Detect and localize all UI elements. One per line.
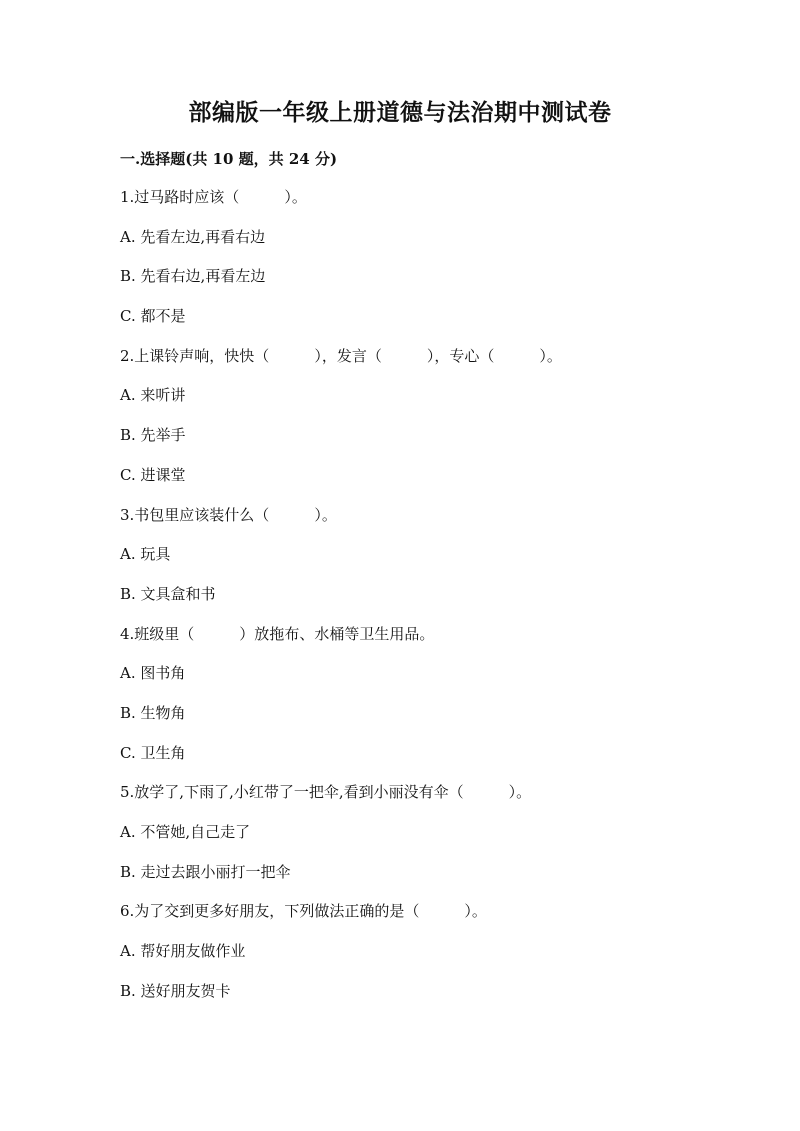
- question-5-option-a: A. 不管她,自己走了: [120, 823, 251, 841]
- question-5-stem: 5.放学了,下雨了,小红带了一把伞,看到小丽没有伞（ ）。: [120, 783, 532, 802]
- question-1-option-b: B. 先看右边,再看左边: [120, 267, 266, 286]
- question-6-option-a: A. 帮好朋友做作业: [120, 942, 246, 961]
- question-3-option-b: B. 文具盒和书: [120, 584, 216, 603]
- question-1-option-a: A. 先看左边,再看右边: [120, 227, 266, 246]
- question-6-stem: 6.为了交到更多好朋友，下列做法正确的是（ ）。: [120, 902, 487, 921]
- question-3-stem: 3.书包里应该装什么（ ）。: [120, 505, 337, 524]
- question-2-stem: 2.上课铃声响，快快（ ），发言（ ），专心（ ）。: [120, 346, 562, 365]
- question-4-option-b: B. 生物角: [120, 703, 186, 722]
- section-heading: 一.选择题(共 10 题，共 24 分): [120, 150, 338, 168]
- question-1-option-c: C. 都不是: [120, 307, 186, 326]
- question-2-option-b: B. 先举手: [120, 426, 186, 445]
- question-4-option-c: C. 卫生角: [120, 743, 186, 762]
- question-2-option-c: C. 进课堂: [120, 465, 186, 484]
- question-list: [120, 187, 740, 1020]
- question-2-option-a: A. 来听讲: [120, 386, 186, 405]
- question-3-option-a: A. 玩具: [120, 545, 171, 564]
- question-5-option-b: B. 走过去跟小丽打一把伞: [120, 862, 291, 881]
- question-1-stem: 1.过马路时应该（ ）。: [120, 188, 307, 206]
- question-6-option-b: B. 送好朋友贺卡: [120, 981, 231, 1000]
- question-4-stem: 4.班级里（ ）放拖布、水桶等卫生用品。: [120, 624, 435, 643]
- page-title: 部编版一年级上册道德与法治期中测试卷: [188, 99, 612, 126]
- question-4-option-a: A. 图书角: [120, 664, 186, 683]
